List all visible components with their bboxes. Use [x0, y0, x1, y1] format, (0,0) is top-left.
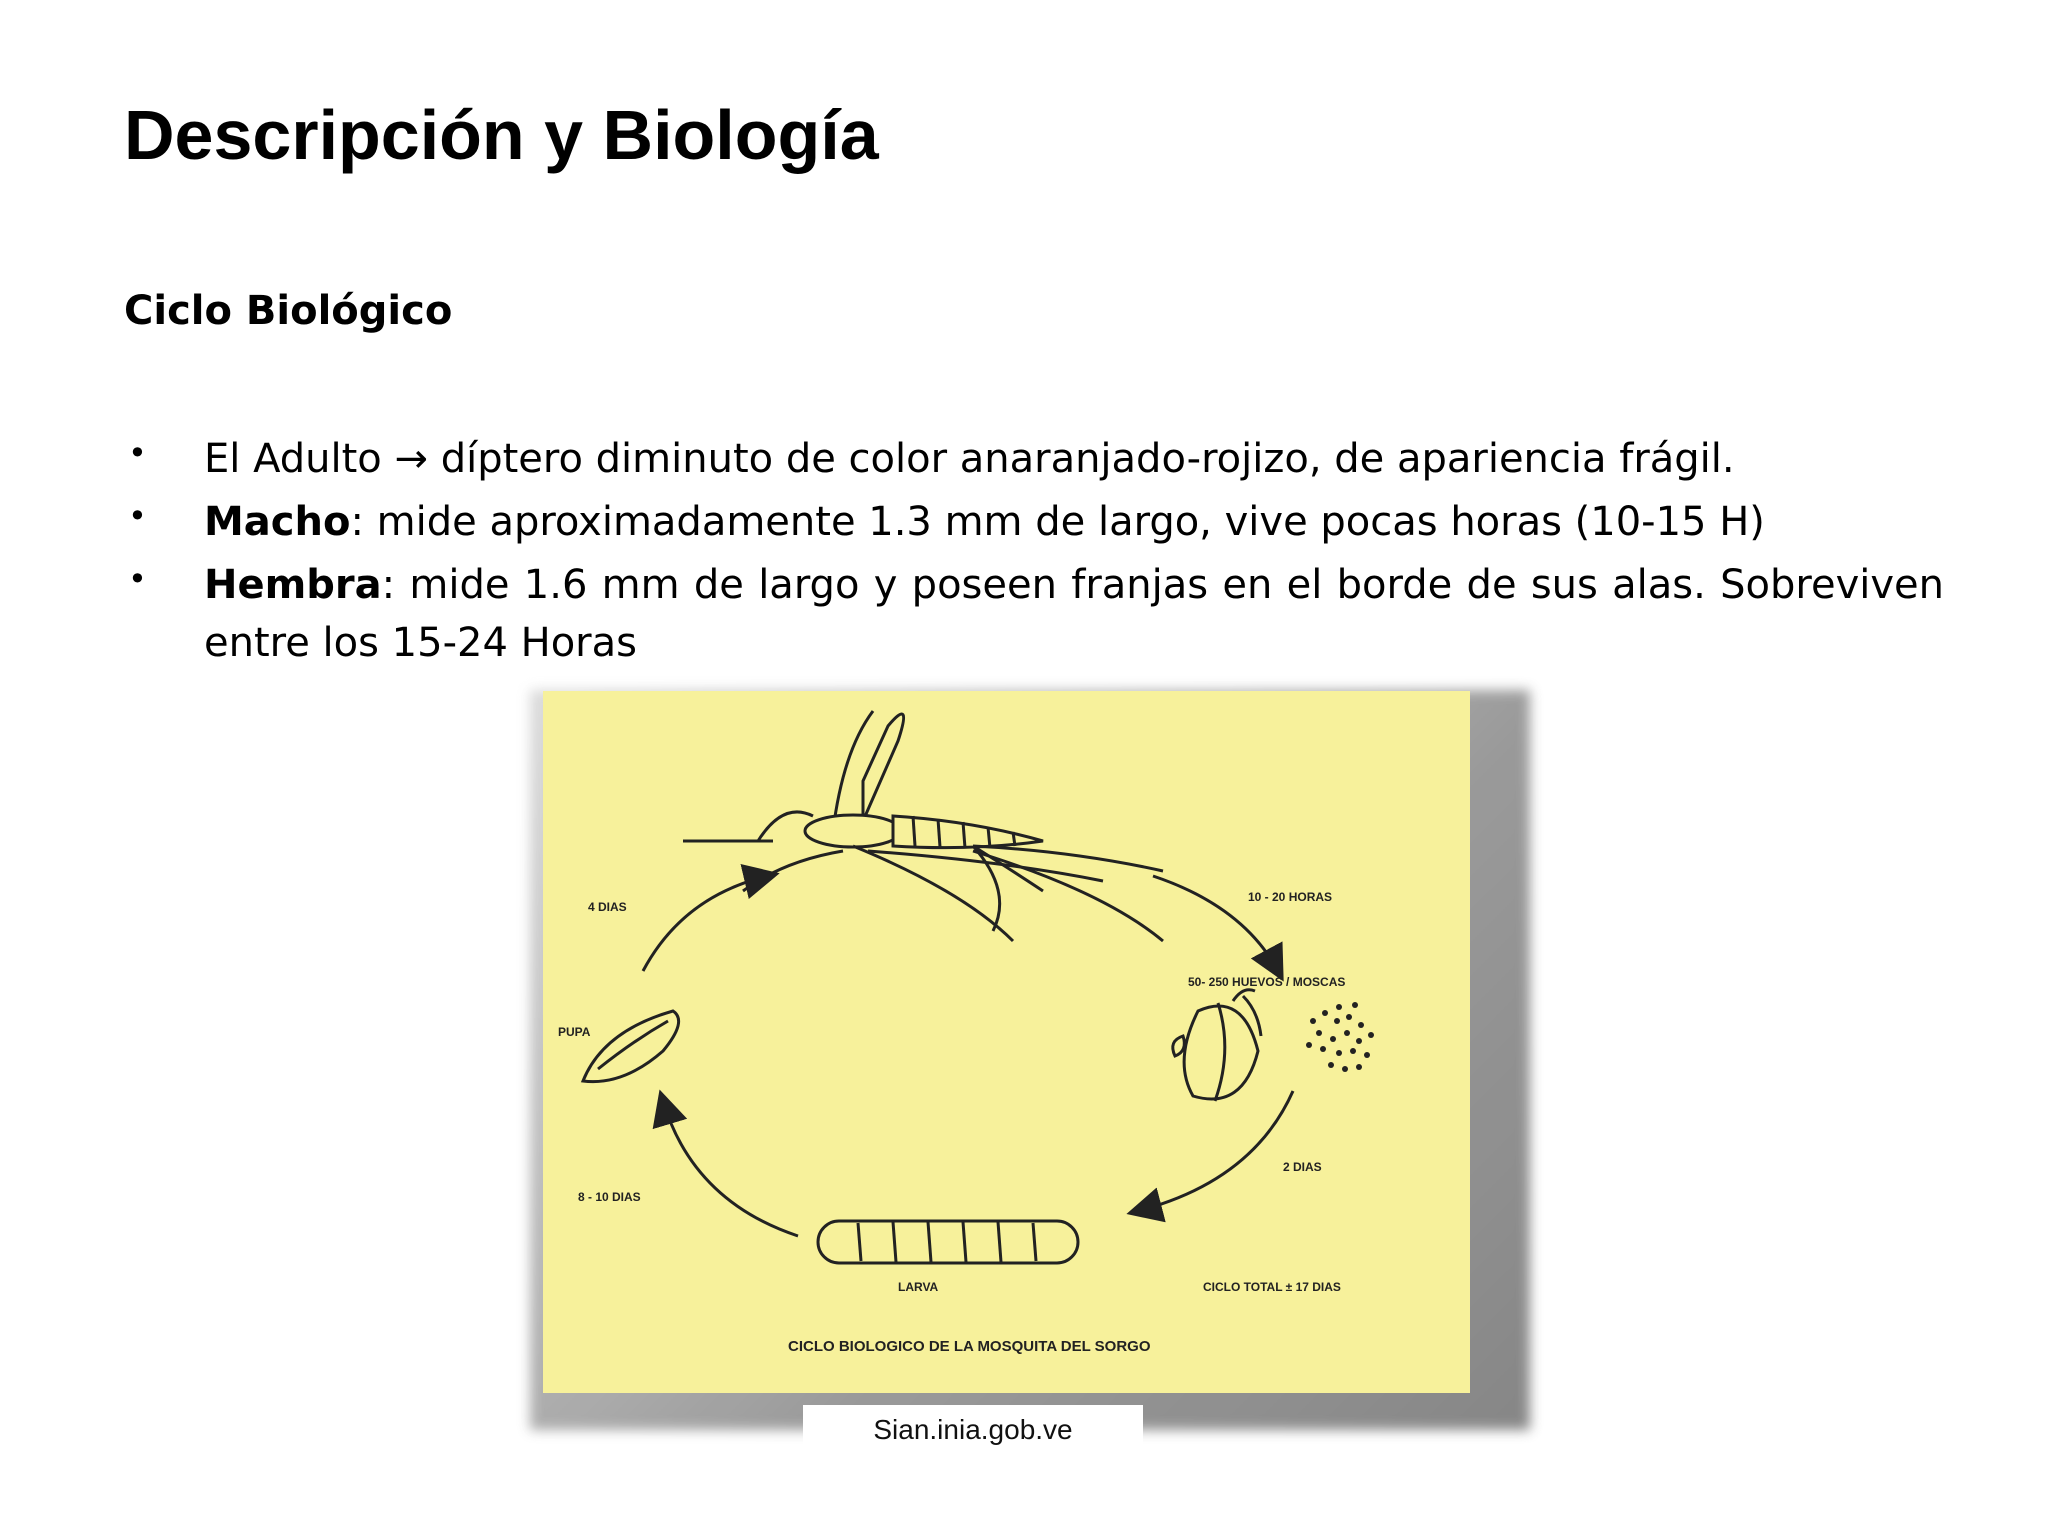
source-credit: Sian.inia.gob.ve	[803, 1405, 1143, 1455]
label-larva: LARVA	[898, 1280, 939, 1294]
section-subtitle: Ciclo Biológico	[124, 288, 453, 334]
label-10-20-horas: 10 - 20 HORAS	[1248, 890, 1333, 904]
bullet-item-adulto	[124, 430, 1944, 489]
figure-caption: CICLO BIOLOGICO DE LA MOSQUITA DEL SORGO	[788, 1338, 1151, 1355]
pupa-illustration	[583, 1011, 679, 1082]
bullet-text: : mide 1.6 mm de largo y poseen franjas en el borde de sus alas. Sobreviven entre los 15-24 Horas	[204, 562, 1944, 667]
bullet-dot: •	[128, 434, 147, 472]
bullet-text: : mide aproximadamente 1.3 mm de largo, vive pocas horas (10-15 H)	[350, 499, 1765, 546]
bullet-dot: •	[128, 497, 147, 536]
bullet-list	[124, 430, 1944, 676]
life-cycle-figure	[543, 691, 1470, 1393]
label-8-10-dias: 8 - 10 DIAS	[578, 1190, 641, 1204]
bullet-text: El Adulto → díptero diminuto de color anaranjado-rojizo, de apariencia frágil.	[204, 436, 1735, 482]
bullet-bold-label: Hembra	[204, 562, 382, 609]
label-2-dias: 2 DIAS	[1283, 1160, 1322, 1174]
label-pupa: PUPA	[558, 1025, 591, 1039]
slide-title: Descripción y Biología	[124, 96, 879, 174]
life-cycle-diagram	[543, 691, 1470, 1393]
bullet-dot: •	[128, 560, 147, 599]
larva-illustration	[818, 1221, 1078, 1263]
adult-fly-illustration	[683, 711, 1163, 941]
sorghum-floret-illustration	[1173, 990, 1261, 1101]
bullet-bold-label: Macho	[204, 499, 351, 546]
bullet-item-macho	[124, 493, 1944, 552]
label-ciclo-total: CICLO TOTAL ± 17 DIAS	[1203, 1280, 1341, 1294]
bullet-item-hembra	[124, 556, 1944, 672]
eggs-cluster	[1306, 1002, 1374, 1072]
label-huevos: 50- 250 HUEVOS / MOSCAS	[1188, 975, 1346, 989]
label-4-dias: 4 DIAS	[588, 900, 627, 914]
